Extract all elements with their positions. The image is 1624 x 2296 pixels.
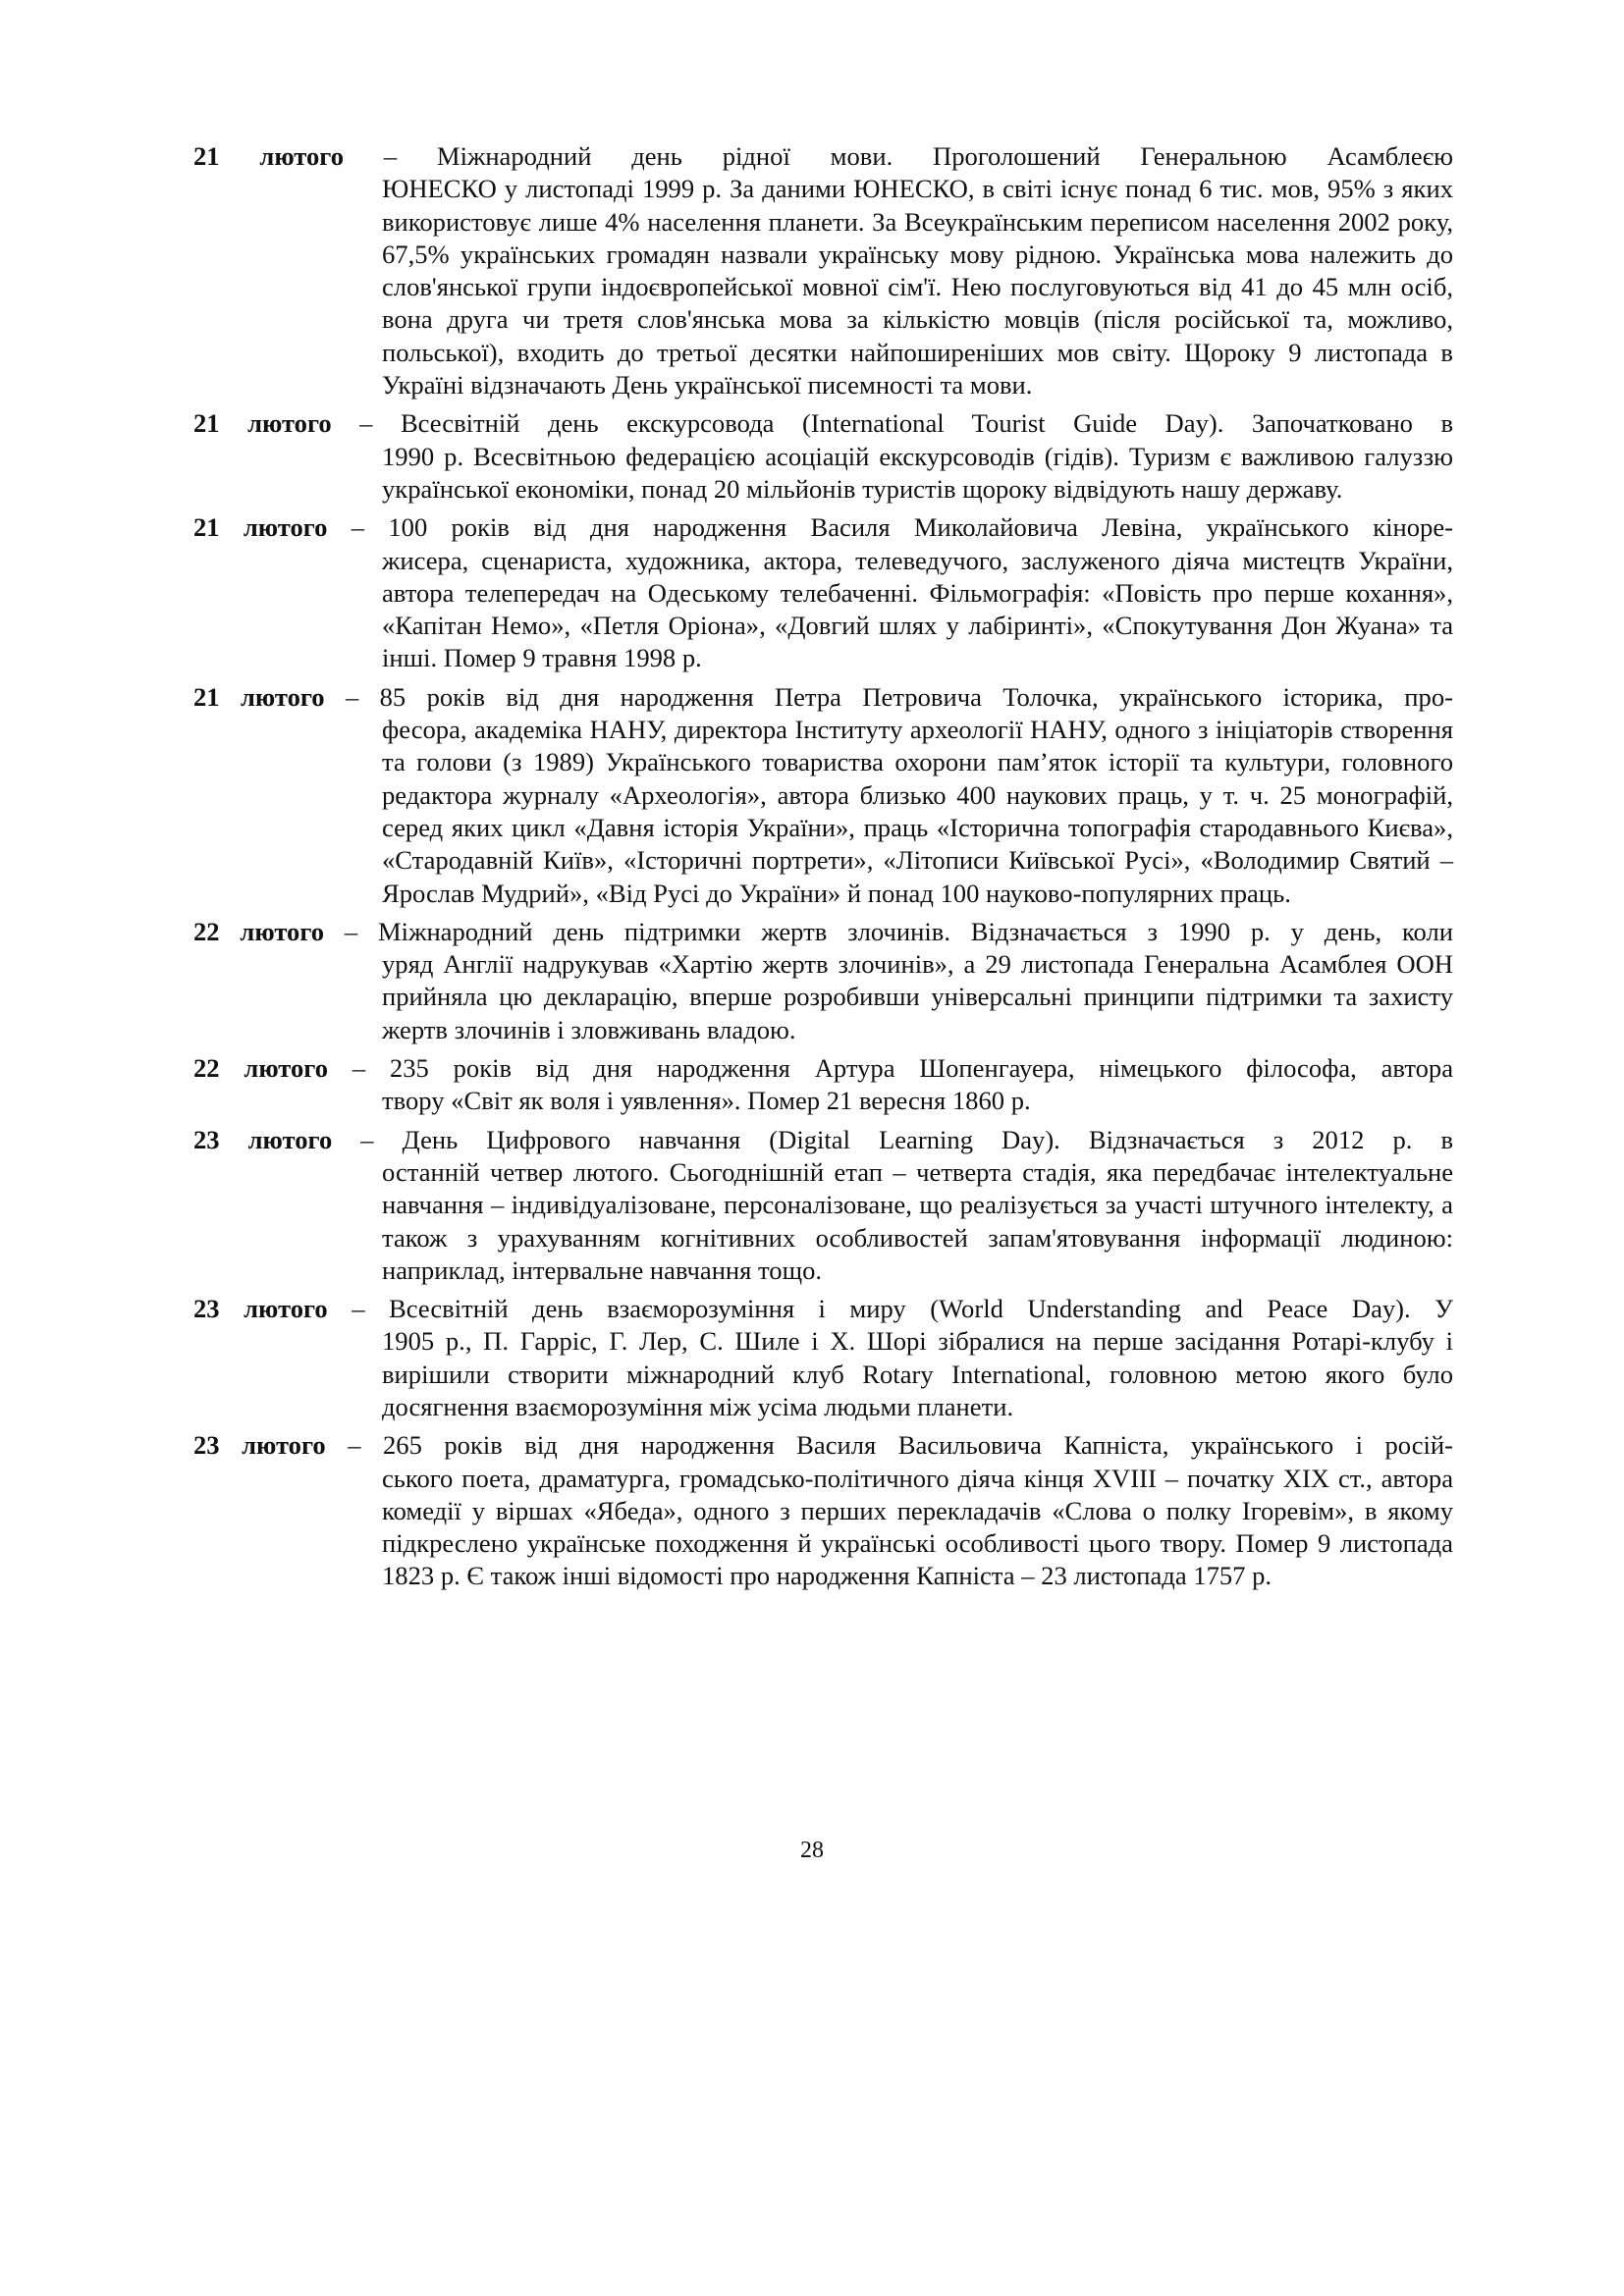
entry-dash: – xyxy=(328,1053,390,1084)
entry-date: 22 лютого xyxy=(193,1053,329,1084)
entry-date: 21 лютого xyxy=(193,512,328,543)
entry-dash: – xyxy=(324,681,380,712)
entry-text: ЮНЕСКО у листопаді 1999 р. За даними ЮНЕСКО, в світі існує понад 6 тис. мов, 95% з яких використовує лише 4% населення планети. За Всеукраїнським переписом населення 2002 року, 67,5% українських громадян назвали українську мову рідною. Українська мова належить до слов'янської групи індоєвропейської мовної сім'ї. Нею послуговуються від 41 до 45 млн осіб, вона друга чи третя слов'янська мова за кількістю мовців (після російської та, можливо, польської), входить до третьої десятки найпоширеніших мов світу. Щороку 9 листопада в Україні відзначають День української писемності та мови. xyxy=(382,174,1453,400)
entry-text: ського поета, драматурга, громадсько-політичного діяча кінця XVIII – початку XIX ст., автора комедії у віршах «Ябеда», одного з перших перекладачів «Слова о полку Ігоревім», в якому підкреслено українське походження й українські особливості цього твору. Помер 9 листопада 1823 р. Є також інші відомості про народження Капніста – 23 листопада 1757 р. xyxy=(382,1463,1453,1591)
entry-text: фесора, академіка НАНУ, директора Інституту археології НАНУ, одного з ініціаторів створення та голови (з 1989) Українського товариства охорони пам’яток історії та культури, головного редактора журналу «Археологія», автора близько 400 наукових праць, у т. ч. 25 монографій, серед яких цикл «Давня історія України», праць «Історична топографія стародавнього Києва», «Стародавній Київ», «Історичні портрети», «Літописи Київської Русі», «Володимир Святий – Ярослав Мудрий», «Від Русі до України» й понад 100 науково-популярних праць. xyxy=(382,715,1453,908)
entry-text: уряд Англії надрукував «Хартію жертв злочинів», а 29 листопада Генеральна Асамблея ООН прийняла цю декларацію, вперше розробивши універсальні принципи підтримки та захисту жертв злочинів і зловживань владою. xyxy=(382,949,1453,1044)
entry-text: 1905 р., П. Гарріс, Г. Лер, С. Шиле і Х. Шорі зібралися на перше засідання Ротарі-клубу і вирішили створити міжнародний клуб Rotary International, головною метою якого було досягнення взаєморозуміння між усіма людьми планети. xyxy=(382,1326,1453,1421)
entry-dash: – xyxy=(327,1294,389,1324)
calendar-entry xyxy=(193,681,1453,910)
entry-text-first-line: 85 років від дня народження Петра Петровича Толочка, українського історика, про- xyxy=(379,681,1453,712)
document-body xyxy=(193,140,1453,1599)
entry-dash: – xyxy=(344,141,437,171)
entry-date: 21 лютого xyxy=(193,141,345,171)
entry-text: жисера, сценариста, художника, актора, телеведучого, заслуженого діяча мистецтв України, автора телепередач на Одеському телебаченні. Фільмографія: «Повість про перше кохання», «Капітан Немо», «Петля Оріона», «Довгий шлях у лабіринті», «Спокутування Дон Жуана» та інші. Помер 9 травня 1998 р. xyxy=(382,545,1453,673)
entry-text: 1990 р. Всесвітньою федерацією асоціацій екскурсоводів (гідів). Туризм є важливою галуззю української економіки, понад 20 мільйонів туристів щороку відвідують нашу державу. xyxy=(382,441,1453,504)
entry-dash: – xyxy=(332,1124,403,1154)
entry-text-first-line: Всесвітній день екскурсовода (International Tourist Guide Day). Започатковано в xyxy=(400,408,1454,439)
calendar-entry xyxy=(193,407,1453,506)
entry-text-first-line: Міжнародний день підтримки жертв злочинів. Відзначається з 1990 р. у день, коли xyxy=(378,916,1453,946)
entry-text-first-line: День Цифрового навчання (Digital Learning Day). Відзначається з 2012 р. в xyxy=(402,1124,1454,1154)
calendar-entry xyxy=(193,916,1453,1046)
calendar-entry xyxy=(193,1429,1453,1592)
entry-text-first-line: 235 років від дня народження Артура Шопенгауера, німецького філософа, автора xyxy=(389,1053,1453,1084)
entry-dash: – xyxy=(325,1430,383,1461)
entry-text: останній четвер лютого. Сьогоднішній етап – четверта стадія, яка передбачає інтелектуальне навчання – індивідуалізоване, персоналізоване, що реалізується за участі штучного інтелекту, а також з урахуванням когнітивних особливостей запам'ятовування інформації людиною: наприклад, інтервальне навчання тощо. xyxy=(382,1156,1453,1285)
entry-text: твору «Світ як воля і уявлення». Помер 21 вересня 1860 р. xyxy=(382,1086,1031,1116)
calendar-entry xyxy=(193,140,1453,401)
calendar-entry xyxy=(193,1052,1453,1118)
entry-date: 21 лютого xyxy=(193,681,325,712)
entry-date: 23 лютого xyxy=(193,1124,333,1154)
entry-dash: – xyxy=(324,916,379,946)
entry-date: 23 лютого xyxy=(193,1430,326,1461)
entry-dash: – xyxy=(331,408,401,439)
entry-date: 22 лютого xyxy=(193,916,325,946)
page-number: 28 xyxy=(800,1838,824,1863)
entry-text-first-line: Всесвітній день взаєморозуміння і миру (World Understanding and Peace Day). У xyxy=(389,1294,1453,1324)
entry-text-first-line: 100 років від дня народження Василя Миколайовича Левіна, українського кіноре- xyxy=(388,512,1453,543)
entry-dash: – xyxy=(327,512,389,543)
entry-text-first-line: Міжнародний день рідної мови. Проголошений Генеральною Асамблеєю xyxy=(436,141,1453,171)
entry-text-first-line: 265 років від дня народження Василя Васильовича Капніста, українського і росій- xyxy=(382,1430,1454,1461)
entry-date: 21 лютого xyxy=(193,408,332,439)
entry-date: 23 лютого xyxy=(193,1294,328,1324)
calendar-entry xyxy=(193,511,1453,674)
calendar-entry xyxy=(193,1124,1453,1287)
calendar-entry xyxy=(193,1293,1453,1423)
